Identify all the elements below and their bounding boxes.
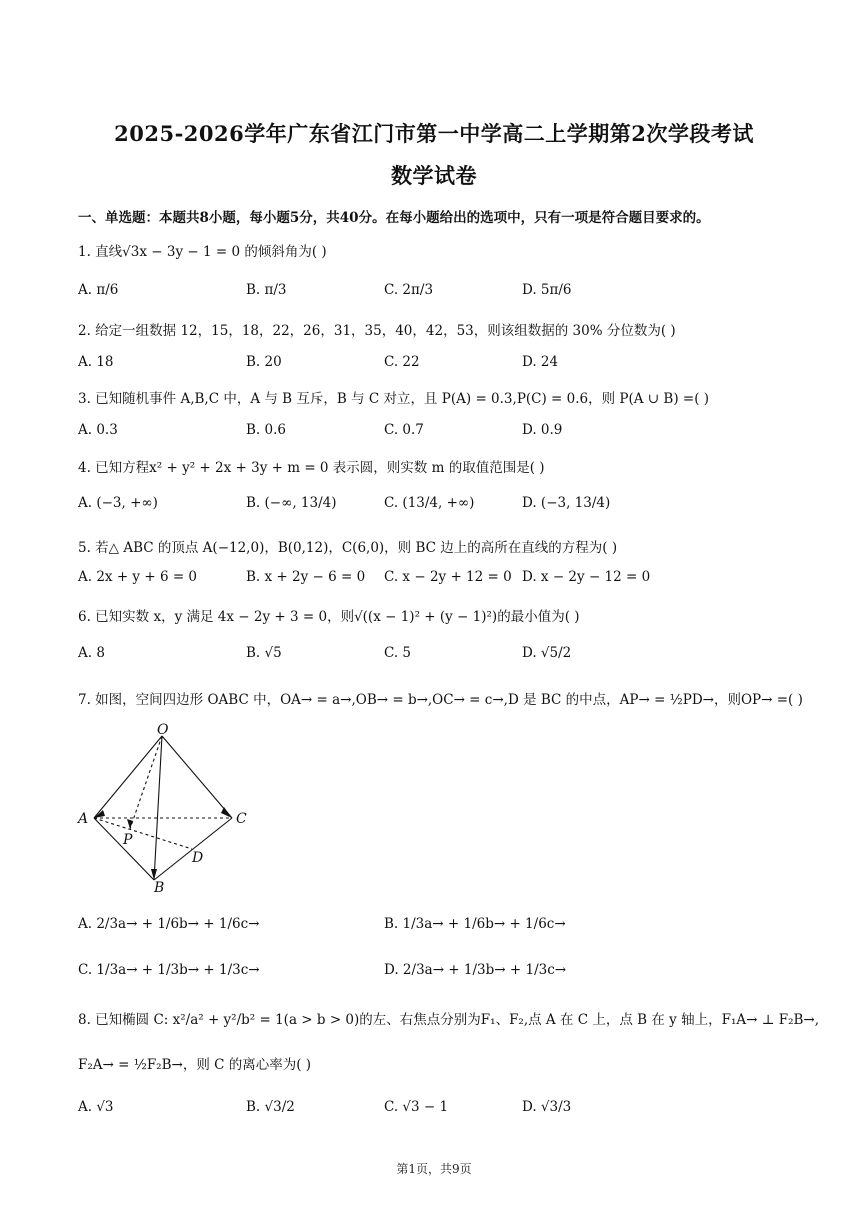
section-heading: 一、单选题：本题共8小题，每小题5分，共40分。在每小题给出的选项中，只有一项是符合题目要求的。 (78, 210, 710, 226)
question-8-option-d: D. √3/3 (522, 1099, 572, 1115)
question-5-stem: 5. 若△ ABC 的顶点 A(−12,0)，B(0,12)，C(6,0)，则 BC 边上的高所在直线的方程为( ) (78, 540, 618, 556)
question-7-option-a: A. 2/3a→ + 1/6b→ + 1/6c→ (78, 916, 260, 932)
edge-bc (154, 818, 232, 880)
label-b: B (154, 880, 165, 894)
question-2-stem: 2. 给定一组数据 12，15，18，22，26，31，35，40，42，53，则该组数据的 30% 分位数为( ) (78, 323, 676, 339)
label-c: C (236, 811, 247, 827)
question-8-stem: 8. 已知椭圆 C: x²/a² + y²/b² = 1(a > b > 0)的左、右焦点分别为F₁、F₂,点 A 在 C 上，点 B 在 y 轴上，F₁A→ ⊥ F₂B→, (78, 1012, 820, 1028)
edge-ob (154, 736, 162, 880)
question-8-stem-continued: F₂A→ = ½F₂B→，则 C 的离心率为( ) (78, 1057, 312, 1073)
question-6-option-a: A. 8 (78, 645, 105, 661)
question-2-option-a: A. 18 (78, 354, 114, 370)
question-5-option-c: C. x − 2y + 12 = 0 (384, 569, 512, 585)
question-3-option-a: A. 0.3 (78, 422, 118, 438)
question-2-option-b: B. 20 (246, 354, 282, 370)
label-p: P (123, 832, 133, 848)
question-7-stem: 7. 如图，空间四边形 OABC 中，OA→ = a→,OB→ = b→,OC→ = c→,D 是 BC 的中点，AP→ = ½PD→，则OP→ =( ) (78, 692, 803, 708)
question-7-option-b: B. 1/3a→ + 1/6b→ + 1/6c→ (384, 916, 566, 932)
question-6-option-c: C. 5 (384, 645, 412, 661)
question-4-stem: 4. 已知方程x² + y² + 2x + 3y + m = 0 表示圆，则实数 m 的取值范围是( ) (78, 460, 545, 476)
exam-subtitle: 数学试卷 (391, 163, 477, 188)
question-7-option-d: D. 2/3a→ + 1/3b→ + 1/3c→ (384, 962, 567, 978)
question-1-option-b: B. π/3 (246, 282, 287, 298)
question-1-option-d: D. 5π/6 (522, 282, 572, 298)
edge-oa (94, 736, 162, 818)
tetrahedron-figure (70, 722, 260, 894)
question-4-option-d: D. (−3, 13/4) (522, 495, 611, 511)
question-4-option-c: C. (13/4, +∞) (384, 495, 475, 511)
question-6-option-b: B. √5 (246, 645, 282, 661)
question-6-option-d: D. √5/2 (522, 645, 572, 661)
label-o: O (157, 722, 169, 738)
edge-oc (162, 736, 232, 818)
question-2-option-c: C. 22 (384, 354, 420, 370)
question-4-option-a: A. (−3, +∞) (78, 495, 158, 511)
question-6-stem: 6. 已知实数 x，y 满足 4x − 2y + 3 = 0，则√((x − 1)² + (y − 1)²)的最小值为( ) (78, 609, 580, 625)
question-3-stem: 3. 已知随机事件 A,B,C 中，A 与 B 互斥，B 与 C 对立，且 P(A) = 0.3,P(C) = 0.6，则 P(A ∪ B) =( ) (78, 391, 710, 407)
question-8-option-a: A. √3 (78, 1099, 114, 1115)
question-5-option-a: A. 2x + y + 6 = 0 (78, 569, 198, 585)
question-8-option-b: B. √3/2 (246, 1099, 295, 1115)
arrow-oc (221, 807, 232, 818)
question-3-option-b: B. 0.6 (246, 422, 286, 438)
question-2-option-d: D. 24 (522, 354, 559, 370)
question-5-option-b: B. x + 2y − 6 = 0 (246, 569, 366, 585)
exam-title: 2025-2026学年广东省江门市第一中学高二上学期第2次学段考试 (114, 121, 754, 146)
page-footer: 第1页，共9页 (396, 1162, 472, 1176)
question-8-option-c: C. √3 − 1 (384, 1099, 449, 1115)
question-1-stem: 1. 直线√3x − 3y − 1 = 0 的倾斜角为( ) (78, 244, 327, 260)
question-4-option-b: B. (−∞, 13/4) (246, 495, 337, 511)
label-a: A (78, 811, 89, 827)
question-5-option-d: D. x − 2y − 12 = 0 (522, 569, 651, 585)
question-3-option-c: C. 0.7 (384, 422, 424, 438)
label-d: D (192, 850, 204, 866)
question-7-option-c: C. 1/3a→ + 1/3b→ + 1/3c→ (78, 962, 260, 978)
question-3-option-d: D. 0.9 (522, 422, 563, 438)
question-1-option-c: C. 2π/3 (384, 282, 434, 298)
question-1-option-a: A. π/6 (78, 282, 119, 298)
